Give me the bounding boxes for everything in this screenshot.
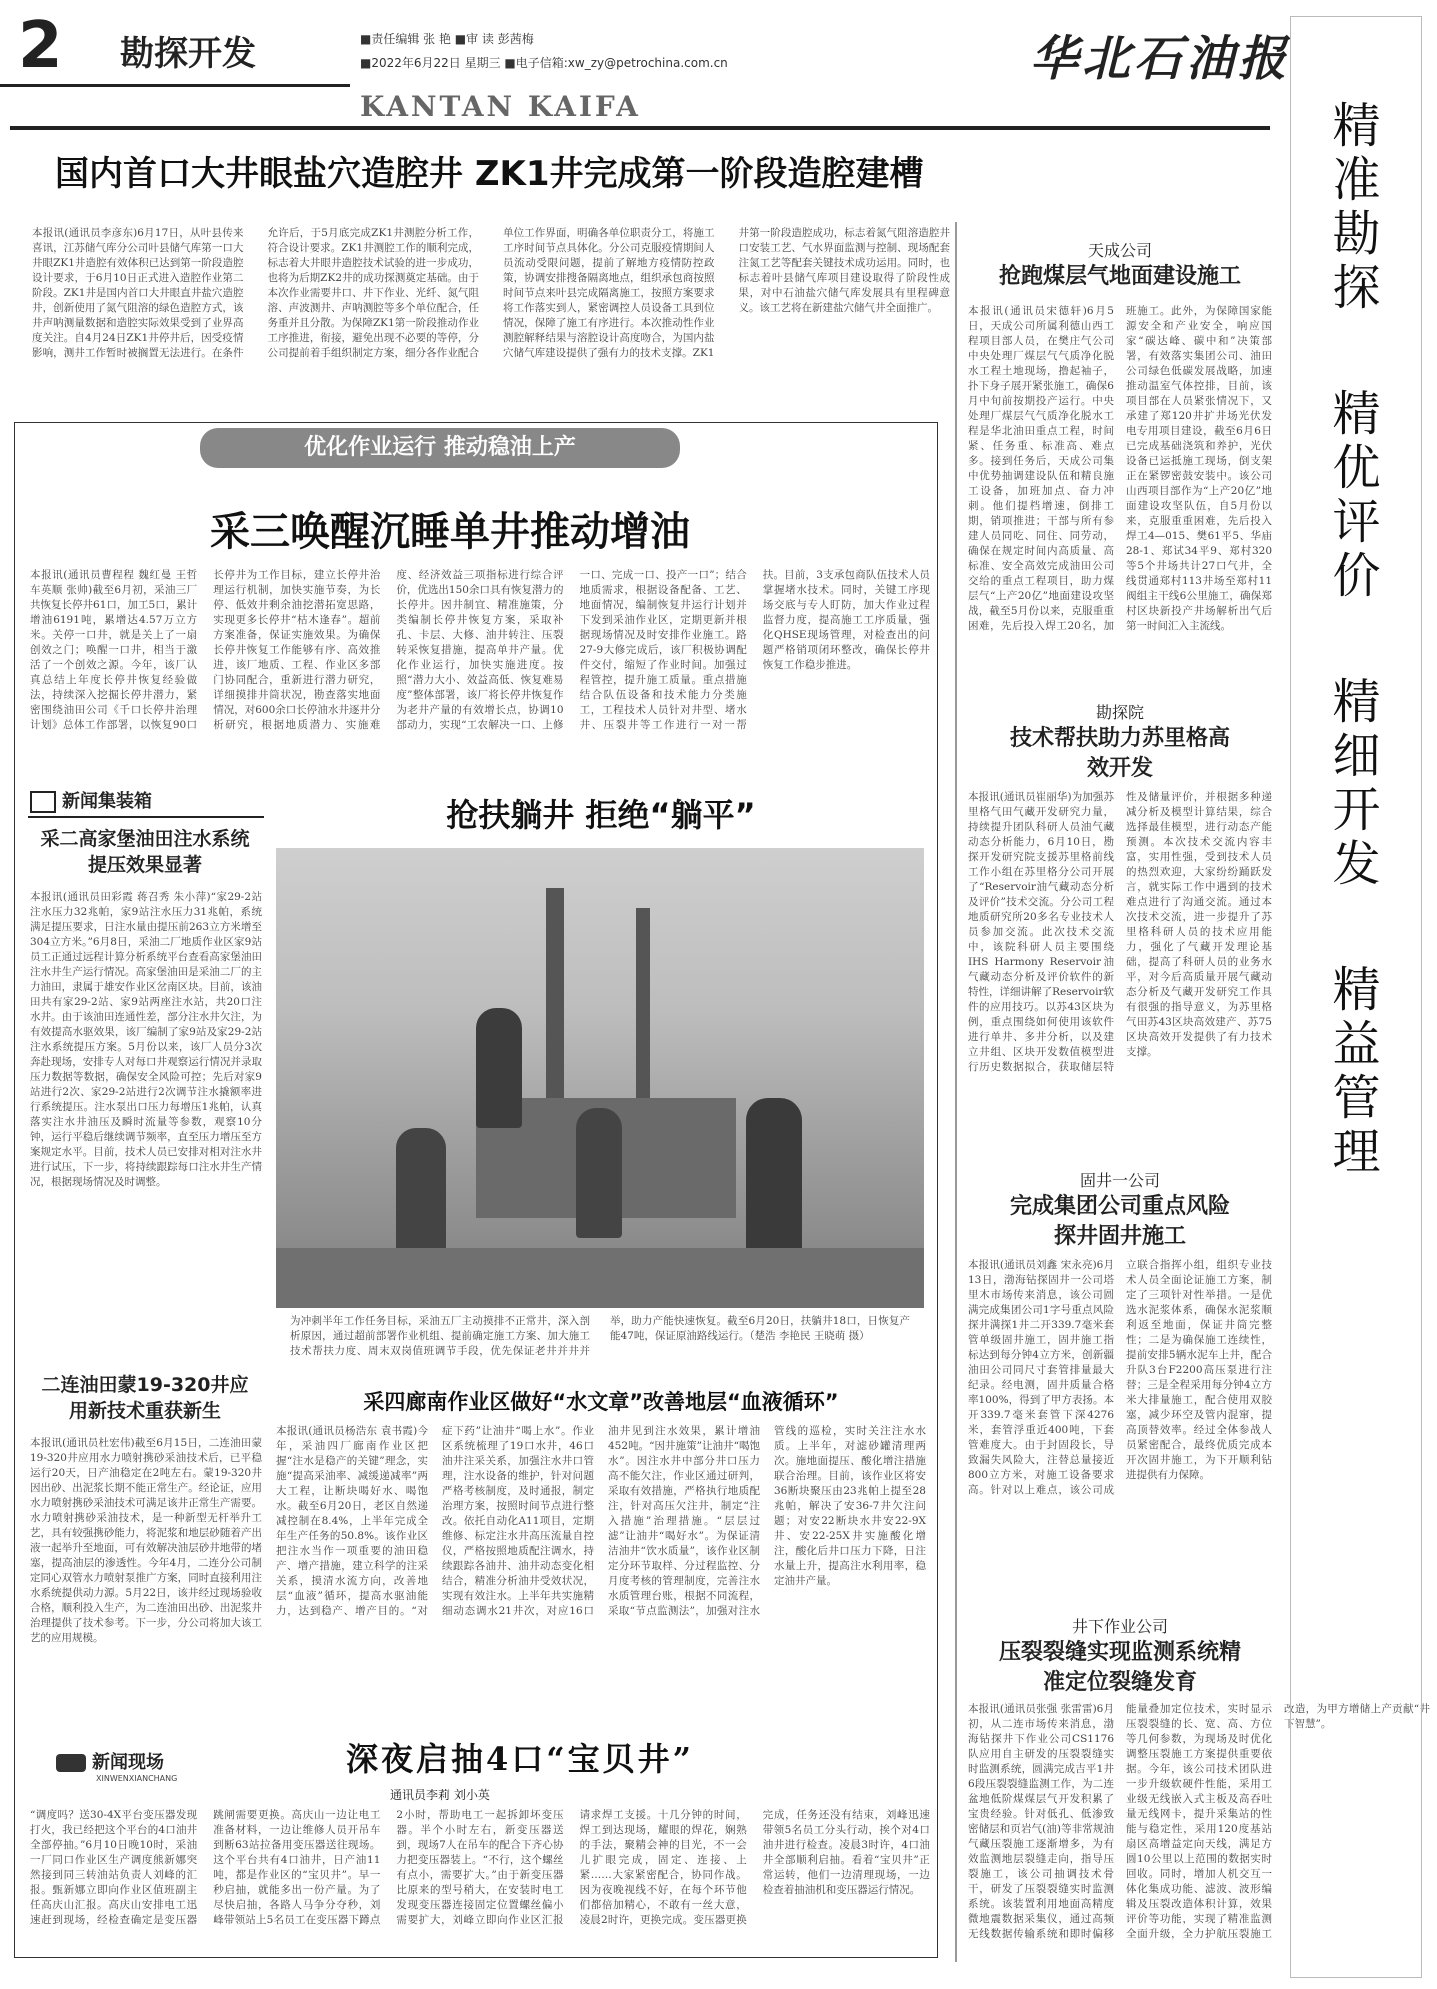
slogan-1: 精准勘探 xyxy=(1324,100,1380,316)
sidebar-unit-1: 天成公司 xyxy=(1087,241,1152,260)
worker-figure-4 xyxy=(746,1098,802,1258)
section-pinyin: KANTAN KAIFA xyxy=(360,90,641,123)
sidebar-rule xyxy=(955,222,957,1962)
lead-headline: 国内首口大井眼盐穴造腔井 ZK1井完成第一阶段造腔建槽 xyxy=(55,154,924,194)
news-box-rule xyxy=(28,816,264,818)
waterflood-headline: 采四廊南作业区做好“水文章”改善地层“血液循环” xyxy=(363,1390,839,1414)
van-icon xyxy=(56,1754,86,1772)
news-box-label: 新闻集装箱 xyxy=(30,787,260,813)
header-rule-left xyxy=(0,84,350,87)
section-name: 勘探开发 xyxy=(120,34,256,74)
editor-line: ■责任编辑 张 艳 ■审 读 彭茜梅 xyxy=(360,32,534,46)
news-live-label: 新闻现场 xyxy=(56,1748,256,1774)
slogan-2: 精优评价 xyxy=(1324,388,1380,604)
sidebar-headline-3: 完成集团公司重点风险探井固井施工 xyxy=(1009,1194,1230,1249)
sidebar-headline-4: 压裂裂缝实现监测系统精准定位裂缝发育 xyxy=(998,1640,1241,1695)
lead-body: 本报讯(通讯员李彦东)6月17日，从叶县传来喜讯，江苏储气库分公司叶县储气库第一口大井眼ZK1井造腔有效体积已达到第一阶段造腔设计要求，于6月10日正式进入造腔作业第二阶段。ZK1井是国内首口大井眼直井盐穴造腔井，创新使用了氮气阻溶的绿色造腔方式，该井声呐测量数据和造腔实际效果受到了业界高度关注。自4月24日ZK1井停井后，因受疫情影响，测井工作暂时被搁置无法进行。在条件允许后，于5月底完成ZK1井测腔分析工作，符合设计要求。ZK1井测腔工作的顺利完成，标志着大井眼井造腔技术试验的进一步成功，也将为后期ZK2井的成功探测奠定基础。由于本次作业需要井口、井下作业、光纤、氮气阻溶、声波测井、声呐测腔等多个单位配合，任务重并且分散。为保障ZK1第一阶段推动作业工序推进，衔接，避免出现不必要的等停，分公司提前着手组织制定方案，细分各作业配合单位工作界面，明确各单位职责分工，将施工工序时间节点具体化。分公司克服疫情期间人员流动受限问题，提前了解地方疫情防控政策，协调安排搜备隔离地点，组织承包商按照时间节点来叶县完成隔离施工，按照方案要求将工作落实到人，紧密调控人员设备工具到位情况，保障了施工有序进行。本次推动性作业测腔解释结果与溶腔设计高度吻合，为国内盐穴储气库建设提供了强有力的技术支撑。ZK1井第一阶段造腔成功，标志着氮气阻溶造腔井口安装工艺、气水界面监测与控制、现场配套注氮工艺等配套关键技术成功运用。同时，也标志着叶县储气库项目建设取得了阶段性成果，对中石油盐穴储气库发展具有里程碑意义。该工艺将在新建盐穴储气井全面推广。 xyxy=(32,227,950,359)
slogan-text xyxy=(1318,100,1392,1600)
news-story-2-body: 本报讯(通讯员杜宏伟)截至6月15日，二连油田蒙19-320井应用水力喷射携砂采油技术后，已平稳运行20天，日产油稳定在2吨左右。蒙19-320井因出砂、出泥浆长期不能正常生产。经论证，应用水力喷射携砂采油技术可满足该井正常生产需要。水力喷射携砂采油技术，是一种新型无杆举升工艺，具有较强携砂能力，将泥浆和地层砂随着产出液一起举升至地面，可有效解决油层砂井地带的堵塞，提高油层的渗透性。今年4月，二连分公司制定同心双管水力喷射泵推广方案，同时直接利用注水系统提供动力源。5月22日，该井经过现场验收合格，顺利投入生产，为二连油田出砂、出泥浆井治理提供了技术参考。下一步，分公司将加大该工艺的应用规模。 xyxy=(30,1437,262,1644)
news-story-2-headline: 二连油田蒙19-320井应用新技术重获新生 xyxy=(41,1374,249,1422)
ground xyxy=(276,1248,924,1308)
sidebar-body-3: 本报讯(通讯员刘鑫 宋永亮)6月13日，渤海钻探固井一公司塔里木市场传来消息，该公司圆满完成集团公司1字号重点风险探井满探1井二开339.7毫米套管单级固井施工，固井施工指标达到每分钟4立方米，创新疆油田公司同尺寸套管排量最大纪录。经电测，固井质量合格率100%，得到了甲方表扬。本开339.7毫米套管下深4276米，套管浮重近400吨，下套管难度大。由于封固段长，导致漏失风险大，注替总量接近800立方米，对施工设备要求高。针对以上难点，该公司成立联合指挥小组，组织专业技术人员全面论证施工方案，制定了三项针对性举措。一是优选水泥浆体系，确保水泥浆顺利返至地面，保证井筒完整性；二是为确保施工连续性，提前安排5辆水泥车上井，配合升队3台F2200高压泵进行注替；三是全程采用每分钟4立方米大排量施工，配合使用双胶塞，减少环空及管内混窜，提高顶替效率。经过全体参战人员紧密配合，最终优质完成本开次固井施工，为下开顺利钻进提供有力保障。 xyxy=(968,1259,1272,1496)
night-headline: 深夜启抽4口“宝贝井” xyxy=(345,1740,695,1778)
news-story-1-headline: 采二高家堡油田注水系统提压效果显著 xyxy=(40,828,250,876)
rig-photo xyxy=(276,848,924,1308)
sidebar-unit-3: 固井一公司 xyxy=(1079,1171,1160,1190)
sidebar-body-1: 本报讯(通讯员宋德轩)6月5日，天成公司所属利德山西工程项目部人员，在樊庄气公司中央处理厂煤层气气质净化脱水工程土地现场，撸起袖子，扑下身子展开紧张施工，确保6月中旬前按期投产运行。中央处理厂煤层气气质净化脱水工程是华北油田重点工程，时间紧、任务重、标准高、难点多。接到任务后，天成公司集中优势抽调建设队伍和精良施工设备，加班加点、奋力冲刺。他们提档增速，倒排工期，销项推进；干部与所有参建人员同吃、同住、同劳动，确保在规定时间内高质量、高标准、安全高效完成油田公司交给的重点工程项目，助力煤层气“上产20亿”地面建设攻坚战，截至5月份以来，克服重重困难，先后投入焊工20名，加班施工。此外，为保障国家能源安全和产业安全，响应国家“碳达峰、碳中和”决策部署，有效落实集团公司、油田公司绿色低碳发展战略，加速推动温室气体控排，目前，该项目部在人员紧张情况下，又承建了郑120井扩井场光伏发电专用项目建设，截至6月6日已完成基础浇筑和养护，光伏设备已运抵施工现场，倒支架正在紧锣密鼓安装中。该公司山西项目部作为“上产20亿”地面建设攻坚队伍，自5月份以来，克服重重困难，先后投入焊工4—015、樊61平5、华庙28-1、郑试34平9、郑村320等5个井场共计27口气井，全线贯通郑村113井场至郑村11阀组主干线6公里施工，确保郑村区块新投产井场解析出气后第一时间汇入主流线。 xyxy=(968,305,1272,632)
sidebar-unit-2: 勘探院 xyxy=(1095,703,1144,722)
newspaper-icon xyxy=(30,791,56,813)
worker-figure-2 xyxy=(476,1008,522,1128)
night-body: “调度吗？送30-4X平台变压器发现打火，我已经把这个平台的4口油井全部停抽。”6月10日晚10时，采油一厂同口作业区生产调度熊新娜突然接到同三转油站负责人刘峰的汇报。甄新娜立即向作业区值班副主任高庆山汇报。高庆山安排电工迅速赶到现场，经检查确定是变压器跳闸需要更换。高庆山一边让电工准备材料，一边让维修人员开吊车到断63站拉备用变压器送往现场。这个平台共有4口油井，日产油11吨，都是作业区的“宝贝井”。早一秒启抽，就能多出一份产量。为了尽快启抽，各路人马争分夺秒，刘峰带领站上5名员工在变压器下蹲点2小时，帮助电工一起拆卸坏变压器。半个小时左右，新变压器送到，现场7人在吊车的配合下齐心协力把变压器装上。“不行，这个螺丝有点小，需要扩大。”由于新变压器比原来的型号稍大，在安装时电工发现变压器连接固定位置螺丝偏小需要扩大，刘峰立即向作业区汇报请求焊工支援。十几分钟的时间，焊工到达现场，耀眼的焊花，娴熟的手法，聚精会神的目光，不一会儿扩眼完成，固定、连接、上紧……大家紧密配合，协同作战。因为夜晚视线不好，在每个环节他们都倍加精心，不敢有一丝大意，凌晨2时许，更换完成。变压器更换完成，任务还没有结束，刘峰迅速带领5名员工分头行动，挨个对4口油井进行检查。凌晨3时许，4口油井全部顺利启抽。看着“宝贝井”正常运转，他们一边清理现场，一边检查着抽油机和变压器运行情况。 xyxy=(30,1809,930,1926)
feature-body: 本报讯(通讯员曹程程 魏红曼 王哲 车英顺 张帅)截至6月初，采油三厂共恢复长停井61口，加工5口，累计增油6191吨，累增达4.57万立方米。关停一口井，就是关上了一扇创效之门；唤醒一口井，相当于激活了一个创效之源。今年，该厂认真总结上年度长停井恢复经验做法，持续深入挖掘长停井潜力，紧密围绕油田公司《千口长停井治理计划》总体工作部署，以恢复90口长停井为工作目标，建立长停井治理运行机制，加快实施节奏，为长停、低效井剩余油挖潜拓宽思路，实现更多长停井“枯木逢春”。超前方案准备，保证实施效果。为确保长停井恢复工作能够有序、高效推进，该厂地质、工程、作业区多部门协同配合，重新进行潜力研究，详细摸排井筒状况，勘查落实地面情况，对600余口长停油水井逐井分析研究，根据地质潜力、实施难度、经济效益三项指标进行综合评价，优选出150余口具有恢复潜力的长停井。因井制宜、精准施策，分类编制长停井恢复方案，采取补孔、卡层、大修、油井转注、压裂转采恢复措施，提高单井产量。优化作业运行，加快实施进度。按照“潜力大小、效益高低、恢复难易度”整体部署，该厂将长停井恢复作为老井产量的有效增长点，协调10部动力，实现“工农解决一口、上修一口、完成一口、投产一口”；结合地质需求，根据设备配备、工艺、地面情况，编制恢复井运行计划并下发到采油作业区，定期更新并根据现场情况及时安排作业施工。路27-9大修完成后，该厂积极协调配件交付，缩短了作业时间。加强过程管控，提升施工质量。重点措施结合队伍设备和技术能力分类施工，工程技术人员针对井型、堵水井、压裂井等工作进行一对一帮扶。目前，3支承包商队伍技术人员掌握堵水技术。同时，关键工序现场交底与专人盯防，加大作业过程监督力度，提高施工工序质量，强化QHSE现场管理，对检查出的问题严格销项闭环整改，确保长停井恢复工作稳步推进。 xyxy=(30,569,930,731)
photo-caption: 为冲刺半年工作任务目标，采油五厂主动摸排不正常井，深入剖析原因，通过超前部署作业机组、提前确定施工方案、加大施工技术帮扶力度、周末双岗值班调节手段，优先保证老井并井并举，助力产能快速恢复。截至6月20日，扶躺井18口，日恢复产能47吨，保证原油路线运行。（楚浩 李艳民 王晓萌 摄） xyxy=(290,1315,910,1357)
feature-headline: 采三唤醒沉睡单井推动增油 xyxy=(210,509,690,555)
date-line: ■2022年6月22日 星期三 ■电子信箱:xw_zy@petrochina.com.cn xyxy=(360,56,728,70)
slogan-4: 精益管理 xyxy=(1324,964,1380,1180)
page-number: 2 xyxy=(18,9,63,83)
feature-banner: 优化作业运行 推动稳油上产 xyxy=(200,428,680,468)
sidebar-unit-4: 井下作业公司 xyxy=(1071,1617,1168,1636)
sidebar-body-4: 本报讯(通讯员张强 张雷雷)6月初，从二连市场传来消息，渤海钻探井下作业公司CS1176队应用自主研发的压裂裂缝实时监测系统，圆满完成吉平1井6段压裂裂缝监测工作，为二连盆地低阶煤煤层气开发积累了宝贵经验。针对低孔、低渗致密储层和页岩气(油)等非常规油气藏压裂施工逐渐增多，为有效监测地层裂缝走向，指导压裂施工，该公司抽调技术骨干，研发了压裂裂缝实时监测系统。该装置利用地面高精度微地震数据采集仪，通过高频无线数据传输系统和即时偏移能量叠加定位技术，实时显示压裂裂缝的长、宽、高、方位等几何参数，为现场及时优化调整压裂施工方案提供重要依据。今年，该公司技术团队进一步升级软硬件性能，采用工业级无线嵌入式主板及高吞吐量无线网卡，提升采集站的性能与稳定性，采用120度基站扇区高增益定向天线，满足方圆10公里以上范围的数据实时回收。同时，增加人机交互一体化集成功能、滤波、波形编辑及压裂改造体积计算，效果评价等功能，实现了精准监测全面升级，全力护航压裂施工改造，为甲方增储上产贡献“井下智慧”。 xyxy=(968,1703,1430,1940)
worker-figure-3 xyxy=(576,1108,622,1238)
sidebar-headline-1: 抢跑煤层气地面建设施工 xyxy=(998,264,1241,289)
photo-headline: 抢扶躺井 拒绝“躺平” xyxy=(446,796,756,834)
waterflood-body: 本报讯(通讯员杨浩东 袁书霞)今年，采油四厂廊南作业区把握“注水是稳产的关键”理念，实施“提高采油率、减缓递减率”两大工程，让断块喝好水、喝饱水。截至6月20日，老区自然递减控制在8.4%，上半年完成全年生产任务的50.8%。该作业区把注水当作一项重要的油田稳产、增产措施，建立科学的注采关系，摸清水流方向，改善地层“血液”循环，提高水驱油能力，达到稳产、增产目的。“对症下药”让油井“喝上水”。作业区系统梳理了19口水井，46口油井注采关系，加强注水井口管理，注水设备的维护，针对问题严格考核制度，及时通报，制定治理方案，按照时间节点进行整改。依托自动化A11项目，定期维修、标定注水井高压流量自控仪，严格按照地质配注调水，持续跟踪各油井、油井动态变化相结合，精准分析油井受效状况，实现有效注水。上半年共实施精细动态调水21井次，对应16口油井见到注水效果，累计增油452吨。“因井施策”让油井“喝饱水”。因注水井中部分井口压力高不能欠注，作业区通过研判，采取有效措施，严格执行地质配注，针对高压欠注井，制定“注入措施”治理措施。“层层过滤”让油井“喝好水”。为保证清洁油井“饮水质量”，该作业区制定分环节取样、分过程监控、分月度考核的管理制度，完善注水水质管理台账，根据不同流程，采取“节点监测法”，加强对注水管线的巡检，实时关注注水水质。上半年，对滤砂罐清理两次。施地面提压、酸化增注措施联合治理。目前，该作业区将安36断块聚压由23兆帕上提至28兆帕，解决了安36-7井欠注问题；对安22断块水井安22-9X井、安22-25X井实施酸化增注，酸化后井口压力下降，日注水量上升，提高注水利用率，稳定油井产量。 xyxy=(276,1425,926,1617)
sidebar-headline-2: 技术帮扶助力苏里格高效开发 xyxy=(1010,726,1231,781)
newspaper-logo: 华北石油报 xyxy=(1030,31,1291,87)
news-story-1-body: 本报讯(通讯员田彩霞 蒋召秀 朱小萍)“家29-2站注水压力32兆帕，家9站注水压力31兆帕，系统满足提压要求，日注水量由提压前263立方米增至304立方米。”6月8日，采油二厂地质作业区家9站员工正通过远程计算分析系统平台查看高家堡油田注水井生产运行情况。高家堡油田是采油二厂的主力油田，隶属于雄安作业区岔南区块。目前，该油田共有家29-2站、家9站两座注水站，共20口注水井。由于该油田连通性差，部分注水井欠注，为有效提高水驱效果，该厂编制了家9站及家29-2站注水系统提压方案。5月份以来，该厂人员分3次奔赴现场，安排专人对每口井观察运行情况并录取压力数据等数据，确保安全风险可控；先后对家9站进行2次、家29-2站进行2次调节注水撬额率进行系统提压。注水泵出口压力每增压1兆帕，认真落实注水井油压及瞬时流量等参数，观察10分钟，运行平稳后继续调节频率，直至压力增压至方案规定水平。目前，技术人员已安排对相对注水井进行试压，下一步，将持续跟踪每口注水井生产情况，根据现场情况及时调整。 xyxy=(30,891,262,1188)
night-byline: 通讯员李莉 刘小英 xyxy=(390,1788,490,1802)
news-live-label-en: XINWENXIANCHANG xyxy=(96,1774,178,1783)
worker-figure-1 xyxy=(396,1128,446,1268)
header-rule xyxy=(10,126,1270,130)
sidebar-body-2: 本报讯(通讯员崔丽华)为加强苏里格气田气藏开发研究力量，持续提升团队科研人员油气藏动态分析能力，6月10日，勘探开发研究院支援苏里格前线工作小组在苏里格分公司开展了“Reservoir油气藏动态分析及评价”技术交流。分公司工程地质研究所20多名专业技术人员参加交流。此次技术交流中，该院科研人员主要围绕IHS Harmony Reservoir油气藏动态分析及评价软件的新特性，详细讲解了Reservoir软件的应用技巧。以苏43区块为例，重点围绕如何使用该软件进行单井、多井分析，以及建立井组、区块开发数值模型进行历史数据拟合，获取储层特性及储量评价，并根据多种递减分析及模型计算结果，综合选择最佳模型，进行动态产能预测。本次技术交流内容丰富，实用性强，受到技术人员的热烈欢迎，大家纷纷踊跃发言，就实际工作中遇到的技术难点进行了沟通交流。通过本次技术交流，进一步提升了苏里格科研人员的技术应用能力，强化了气藏开发理论基础，提高了科研人员的业务水平，对今后高质量开展气藏动态分析及气藏开发研究工作具有很强的指导意义，为苏里格气田苏43区块高效建产、苏75区块高效开发提供了有力技术支撑。 xyxy=(968,791,1272,1073)
slogan-3: 精细开发 xyxy=(1324,676,1380,892)
